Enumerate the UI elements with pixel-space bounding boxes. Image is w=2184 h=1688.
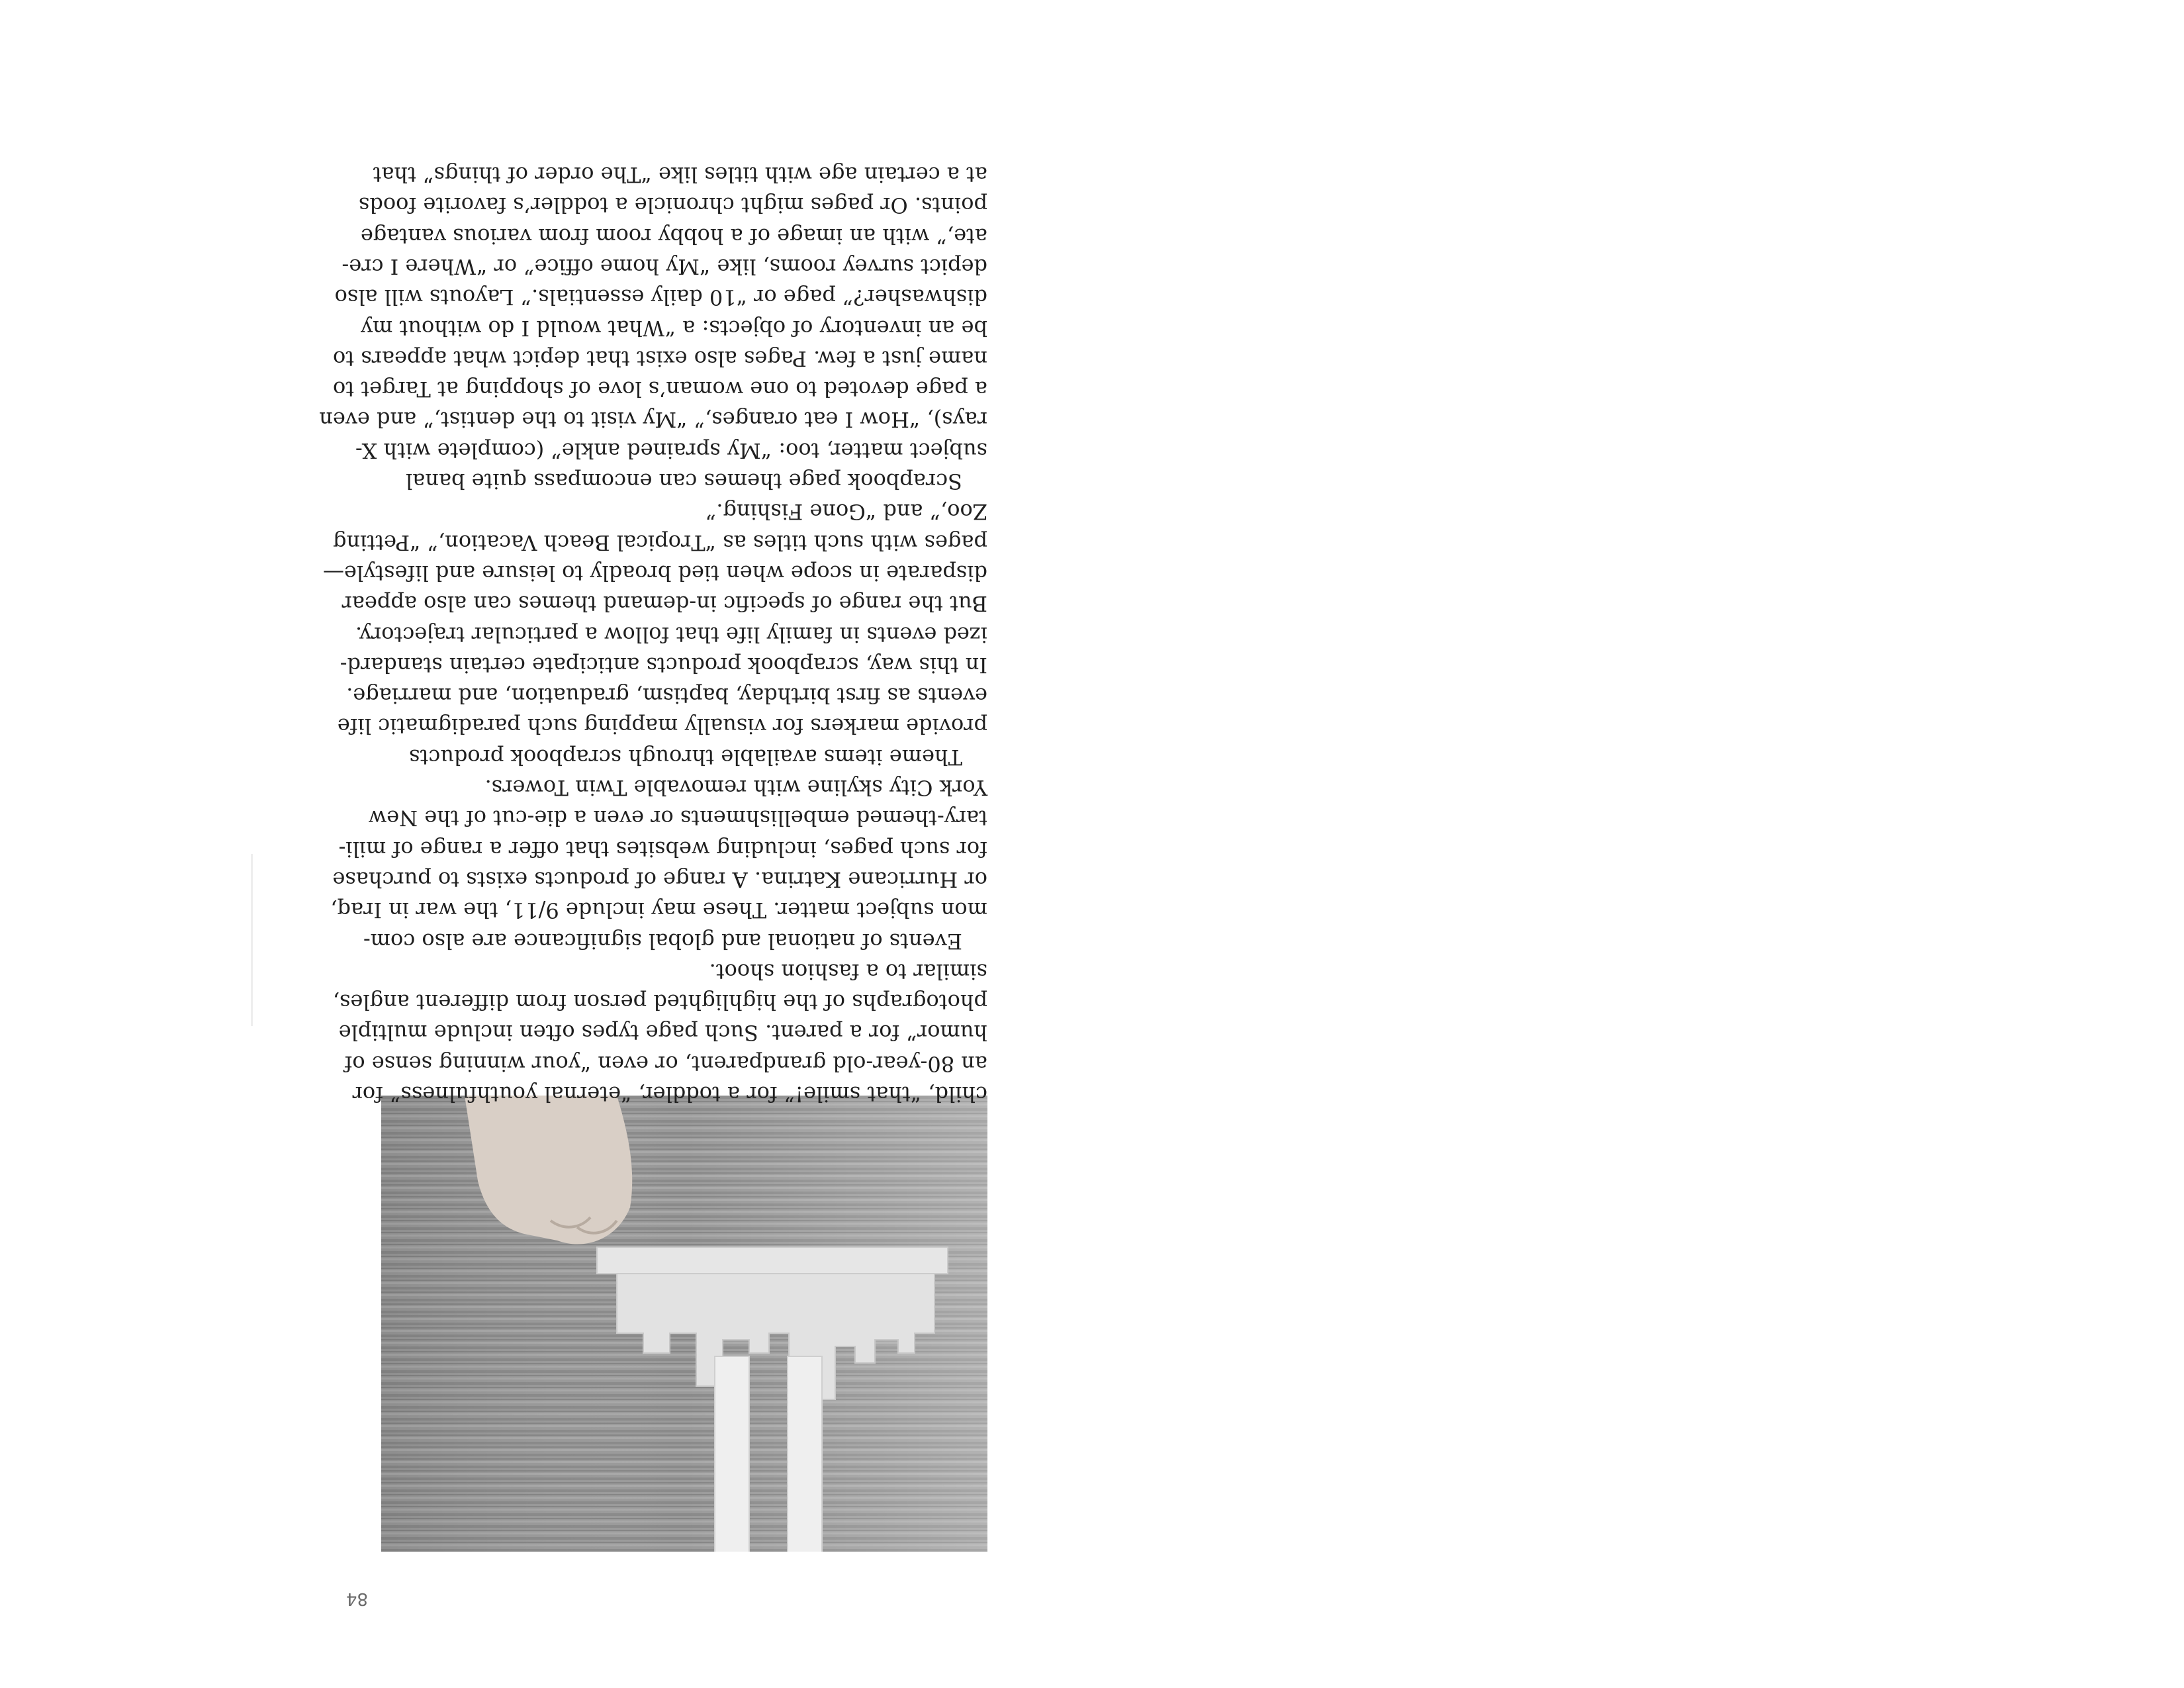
text-line: Scrapbook page themes can encompass quite banal bbox=[406, 469, 962, 494]
skyline-photo bbox=[381, 1096, 987, 1552]
text-line: subject matter, too: “My sprained ankle” (complete with X- bbox=[355, 438, 987, 463]
text-line: name just a few. Pages also exist that depict what appears to bbox=[333, 346, 987, 371]
text-line: points. Or pages might chronicle a toddler’s favorite foods bbox=[358, 193, 987, 218]
text-line: pages with such titles as “Tropical Beach Vacation,” “Petting bbox=[333, 530, 987, 555]
text-line: tary-themed embellishments or even a die-cut of the New bbox=[368, 806, 987, 831]
text-line: depict survey rooms, like “My home office” or “Where I cre- bbox=[341, 254, 987, 279]
text-line: York City skyline with removable Twin Towers. bbox=[484, 775, 987, 801]
text-line: humor” for a parent. Such page types often include multiple bbox=[338, 1020, 987, 1046]
text-line: events as first birthday, baptism, graduation, and marriage. bbox=[346, 683, 987, 709]
page-number: 84 bbox=[345, 1589, 368, 1609]
text-line: ate,” with an image of a hobby room from various vantage bbox=[360, 223, 987, 249]
text-line: at a certain age with titles like “The order of things” that bbox=[373, 162, 987, 188]
text-line: a page devoted to one woman’s love of shopping at Target to bbox=[332, 377, 987, 402]
text-line: an 80-year-old grandparent, or even “your winning sense of bbox=[344, 1051, 987, 1076]
text-line: similar to a fashion shoot. bbox=[709, 959, 987, 984]
page-gutter-mark bbox=[251, 854, 253, 1026]
text-line: mon subject matter. These may include 9/11, the war in Iraq, bbox=[330, 898, 987, 923]
text-line: be an inventory of objects: a “What would I do without my bbox=[360, 315, 987, 341]
text-line: child, “that smile!” for a toddler, “eternal youthfulness” for bbox=[352, 1082, 987, 1107]
text-line: for such pages, including websites that offer a range of mili- bbox=[338, 836, 987, 862]
text-line: disparate in scope when tied broadly to leisure and lifestyle— bbox=[322, 560, 987, 586]
skyline-photo-image bbox=[381, 1096, 987, 1552]
text-line: Zoo,” and “Gone Fishing.” bbox=[705, 499, 987, 525]
text-line: rays), “How I eat oranges,” “My visit to the dentist,” and even bbox=[319, 407, 987, 433]
text-line: or Hurricane Katrina. A range of products exists to purchase bbox=[332, 867, 987, 892]
text-line: ized events in family life that follow a particular trajectory. bbox=[355, 622, 987, 647]
text-line: dishwasher?” page or “10 daily essentials.” Layouts will also bbox=[334, 285, 987, 310]
text-line: In this way, scrapbook products anticipate certain standard- bbox=[340, 652, 987, 678]
text-line: Events of national and global significance are also com- bbox=[363, 928, 962, 954]
body-text bbox=[319, 160, 987, 1109]
text-line: But the range of specific in-demand themes can also appear bbox=[341, 591, 987, 617]
text-line: provide markers for visually mapping such paradigmatic life bbox=[337, 714, 987, 739]
text-line: photographs of the highlighted person from different angles, bbox=[332, 990, 987, 1015]
text-line: Theme items available through scrapbook products bbox=[409, 744, 962, 770]
